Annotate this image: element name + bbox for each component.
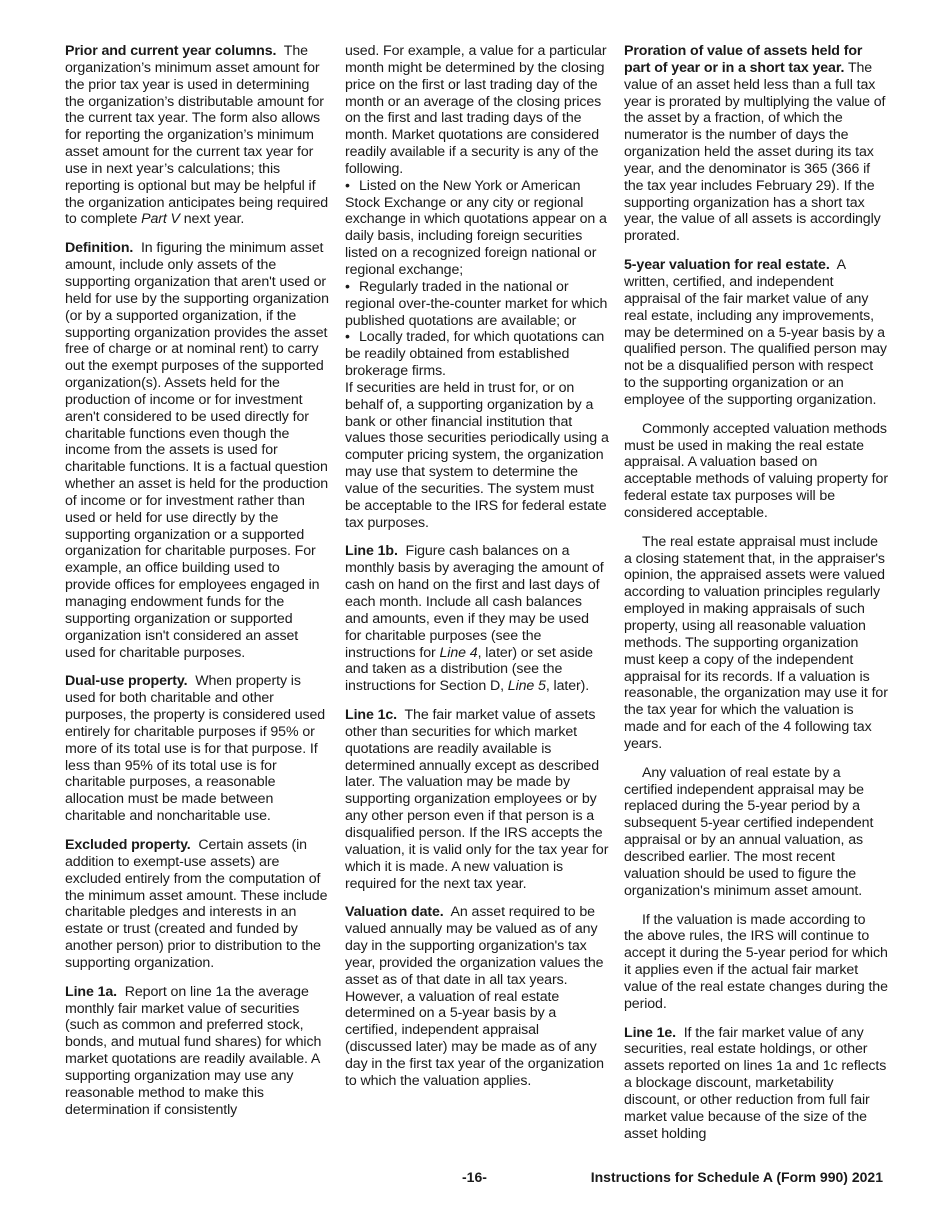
paragraph-text: The organization’s minimum asset amount for the prior tax year is used in determining the organization’s distributable amount for the current tax year. The form also allows for reporting the organization’s minimum asset amount for the current tax year for use in next year’s calculations; this reporting is optional but may be helpful if the organization anticipates being required to complete <box>65 43 329 228</box>
bullet-item <box>345 279 609 330</box>
bullet-text: Regularly traded in the national or regional over-the-counter market for which published quotations are available; or <box>345 278 608 329</box>
paragraph-securities-in-trust <box>345 380 609 532</box>
bullet-icon: • <box>345 177 350 194</box>
paragraph-text: Certain assets (in addition to exempt-use assets) are excluded entirely from the computation of the minimum asset amount. These include charitable pledges and interests in an estate or trust (created and funded by another person) prior to distribution to the supporting organization. <box>65 836 328 971</box>
paragraph-text: When property is used for both charitable and other purposes, the property is considered used entirely for charitable purposes if 95% or more of its total use is for that purpose. If less than 95% of its total use is for charitable purposes, a reasonable allocation must be made between charitable and noncharitable use. <box>65 673 326 825</box>
reference-part-v: Part V <box>141 211 180 228</box>
bullet-icon: • <box>345 329 350 346</box>
paragraph-text: The value of an asset held less than a full tax year is prorated by multiplying the value of the asset by a fraction, of which the numerator is the number of days the organization held the asset during its tax year, and the denominator is 365 (366 if the tax year includes February 29). If the supporting organization has a short tax year, the value of all assets is accordingly prorated. <box>624 59 886 245</box>
column-middle <box>345 43 609 1090</box>
paragraph-text: A written, certified, and independent appraisal of the fair market value of any real estate, including any improvements, may be determined on a 5-year basis by a qualified person. The qualified person may not be a disqualified person with respect to the supporting organization or an employee of the supporting organization. <box>624 257 887 408</box>
heading-definition: Definition. <box>65 240 134 257</box>
paragraph-text: , later). <box>545 678 590 695</box>
paragraph-line-1e <box>624 1025 888 1143</box>
footer-document-title: Instructions for Schedule A (Form 990) 2021 <box>590 1169 883 1185</box>
paragraph-excluded-property <box>65 837 329 972</box>
paragraph-text: Commonly accepted valuation methods must be used in making the real estate appraisal. A valuation based on acceptable methods of valuing property for federal estate tax purposes will be considered acceptable. <box>624 420 888 521</box>
paragraph-irs-acceptance <box>624 912 888 1013</box>
bullet-item <box>345 329 609 380</box>
reference-line-4: Line 4 <box>439 644 478 661</box>
paragraph-text: An asset required to be valued annually may be valued as of any day in the supporting organization's tax year, provided the organization values the asset as of that date in all tax years. However, a valuation of real estate determined on a 5-year basis by a certified, independent appraisal (discussed later) may be made as of any day in the first tax year of the organization to which the valuation applies. <box>345 904 604 1089</box>
paragraph-text: , later) or set aside and taken as a distribution (see the instructions for Section D, <box>345 644 593 695</box>
heading-prior-current-year: Prior and current year columns. <box>65 43 277 59</box>
paragraph-valuation-date <box>345 904 609 1089</box>
paragraph-line-1c <box>345 707 609 892</box>
paragraph-line-1a <box>65 984 329 1119</box>
paragraph-prior-current-year <box>65 43 329 228</box>
bullet-icon: • <box>345 278 350 295</box>
paragraph-text: If securities are held in trust for, or on behalf of, a supporting organization by a bank or other financial institution that values those securities periodically using a computer pricing system, the organization may use that system to determine the value of the securities. The system must be acceptable to the IRS for federal estate tax purposes. <box>345 379 609 531</box>
heading-excluded-property: Excluded property. <box>65 836 191 853</box>
heading-valuation-date: Valuation date. <box>345 904 444 921</box>
paragraph-text: In figuring the minimum asset amount, include only assets of the supporting organization that aren't used or held for use by the supporting organization (or by a supported organization, if the supporting organization provides the asset free of charge or at nominal rent) to carry out the exempt purposes of the supported organization(s). Assets held for the production of income or for investment aren't considered to be used directly for charitable functions even though the income from the assets is used for charitable functions. It is a factual question whether an asset is held for the production of income or for investment rather than used or held for use directly by the supporting organization or a supported organization for charitable purposes. For example, an office building used to provide offices for employees engaged in managing endowment funds for the supporting organization or supported organization isn't considered an asset used for charitable purposes. <box>65 240 329 661</box>
heading-line-1c: Line 1c. <box>345 707 398 724</box>
paragraph-appraisal-statement <box>624 534 888 753</box>
paragraph-market-quotations <box>345 43 609 178</box>
paragraph-dual-use-property <box>65 673 329 825</box>
paragraph-text: The fair market value of assets other than securities for which market quotations are readily available is determined annually except as described later. The valuation may be made by supporting organization employees or by any other person even if that person is a disqualified person. If the IRS accepts the valuation, it is valid only for the tax year for which it is made. A new valuation is required for the next tax year. <box>345 707 609 892</box>
paragraph-text: used. For example, a value for a particular month might be determined by the closing price on the first or last trading day of the month or an average of the closing prices on the first and last trading days of the month. Market quotations are considered readily available if a security is any of the following. <box>345 43 607 177</box>
bullet-item <box>345 178 609 279</box>
paragraph-definition <box>65 240 329 661</box>
heading-dual-use-property: Dual-use property. <box>65 673 188 690</box>
page-number: -16- <box>462 1169 487 1185</box>
paragraph-text: If the valuation is made according to the above rules, the IRS will continue to accept it during the 5-year period for which it applies even if the actual fair market value of the real estate changes during the period. <box>624 911 888 1012</box>
paragraph-text: Report on line 1a the average monthly fair market value of securities (such as common and preferred stock, bonds, and mutual fund shares) for which market quotations are readily available. A supporting organization may use any reasonable method to make this determination if consistently <box>65 983 322 1118</box>
paragraph-proration <box>624 43 888 245</box>
bullet-text: Listed on the New York or American Stock Exchange or any city or regional exchange in which quotations appear on a daily basis, including foreign securities listed on a recognized foreign national or regional exchange; <box>345 177 607 278</box>
heading-line-1a: Line 1a. <box>65 983 118 1000</box>
paragraph-replacement-valuation <box>624 765 888 900</box>
paragraph-text: next year. <box>179 211 245 228</box>
bullet-text: Locally traded, for which quotations can be readily obtained from established brokerage firms. <box>345 329 605 380</box>
heading-5-year-valuation: 5-year valuation for real estate. <box>624 257 830 274</box>
paragraph-line-1b <box>345 543 609 695</box>
reference-line-5: Line 5 <box>507 678 546 695</box>
paragraph-text: Figure cash balances on a monthly basis by averaging the amount of cash on hand on the first and last days of each month. Include all cash balances and amounts, even if they may be used for charitable purposes (see the instructions for <box>345 543 604 661</box>
heading-line-1b: Line 1b. <box>345 543 398 560</box>
paragraph-5-year-valuation <box>624 257 888 409</box>
paragraph-text: The real estate appraisal must include a closing statement that, in the appraiser's opinion, the appraised assets were valued according to valuation principles regularly employed in making appraisals of such property, using all reasonable valuation methods. The supporting organization must keep a copy of the independent appraisal for its records. If a valuation is reasonable, the organization may use it for the tax year for which the valuation is made and for each of the 4 following tax years. <box>624 533 888 752</box>
column-left <box>65 43 329 1118</box>
paragraph-text: If the fair market value of any securities, real estate holdings, or other assets reported on lines 1a and 1c reflects a blockage discount, marketability discount, or other reduction from full fair market value because of the size of the asset holding <box>624 1024 887 1142</box>
heading-proration: Proration of value of assets held for part of year or in a short tax year. <box>624 43 863 76</box>
column-right <box>624 43 888 1142</box>
paragraph-valuation-methods <box>624 421 888 522</box>
paragraph-text: Any valuation of real estate by a certified independent appraisal may be replaced during the 5-year period by a subsequent 5-year certified independent appraisal or by an annual valuation, as described earlier. The most recent valuation should be used to figure the organization's minimum asset amount. <box>624 764 874 899</box>
heading-line-1e: Line 1e. <box>624 1024 677 1041</box>
